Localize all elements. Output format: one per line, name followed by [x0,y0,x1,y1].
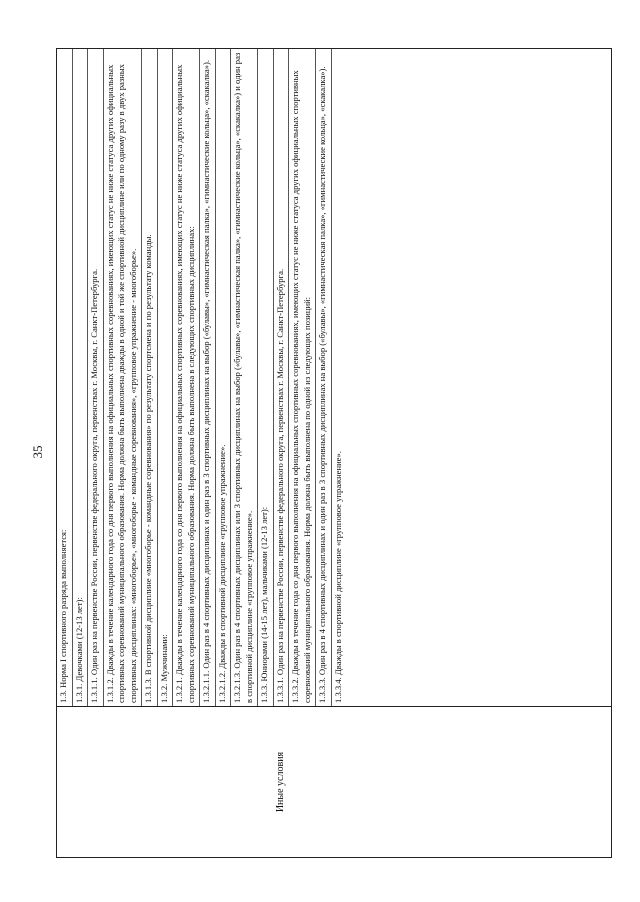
table-row: 1.3.3.3. Один раз в 4 спортивных дисциплинах и один раз в 3 спортивных дисциплинах на выбор («булавы», «гимнастическая палка», «гимнастические кольца», «скакалка»). [316,49,332,706]
table-row: 1.3.2.1.1. Один раз в 4 спортивных дисциплинах и один раз в 3 спортивных дисциплинах на выбор («булавы», «гимнастическая палка», «гимнастические кольца», «скакалка»). [200,49,216,706]
table-row: 1.3.1.2. Дважды в течение календарного года со дня первого выполнения на официальных спортивных соревнованиях, имеющих статус не ниже статуса других официальных спортивных соревнований муниципального образования. Норма должна быть выполнена дважды в одной и той же спортивной дисциплине или по одному разу в двух разных спортивных дисциплинах: «многоборье», «многоборье - командные соревнования», «групповое упражнение - многоборье». [104,49,143,706]
table-row: 1.3.2. Мужчинами: [158,49,174,706]
table-row: 1.3.2.1.2. Дважды в спортивной дисциплине «групповое упражнение». [216,49,232,706]
rotated-document-page [28,46,618,858]
table-row: 1.3.2.1.3. Один раз в 4 спортивных дисциплинах или 3 спортивных дисциплинах на выбор («булавы», «гимнастическая палка», «гимнастические кольца», «скакалка») и один раз в спортивной дисциплине «групповое упражнение». [231,49,258,706]
table-row: 1.3.3.4. Дважды в спортивной дисциплине «групповое упражнение». [332,451,343,703]
table-row: 1.3.1.1. Один раз на первенстве России, первенстве федерального округа, первенствах г. Москвы, г. Санкт-Петербурга. [88,49,104,706]
table-row: 1.3.2.1. Дважды в течение календарного года со дня первого выполнения на официальных спортивных соревнованиях, имеющих статус не ниже статуса других официальных спортивных соревнований муниципального образования. Норма должна быть выполнена в следующих спортивных дисциплинах: [173,49,200,706]
conditions-table [56,48,612,858]
table-row: 1.3.3. Юниорами (14-15 лет), мальчиками (12-13 лет): [258,49,274,706]
table-row: 1.3.3.2. Дважды в течение года со дня первого выполнения на официальных спортивных соревнованиях, имеющих статус не ниже статуса других официальных спортивных соревнований муниципального образования. Норма должна быть выполнена по одной из следующих позиций: [289,49,316,706]
table-left-column [57,706,611,857]
table-row: 1.3.1. Девочками (12-13 лет): [73,49,89,706]
table-row: 1.3. Норма I спортивного разряда выполняется: [57,49,73,706]
page-number: 35 [30,445,45,459]
table-row: 1.3.1.3. В спортивной дисциплине «многоборье - командные соревнования» по результату спортсмена и по результату команды. [142,49,158,706]
other-conditions-label: Иные условия [275,751,286,813]
table-row: 1.3.3.1. Один раз на первенстве России, первенстве федерального округа, первенствах г. Москвы, г. Санкт-Петербурга. [274,49,290,706]
table-right-column [57,49,611,706]
